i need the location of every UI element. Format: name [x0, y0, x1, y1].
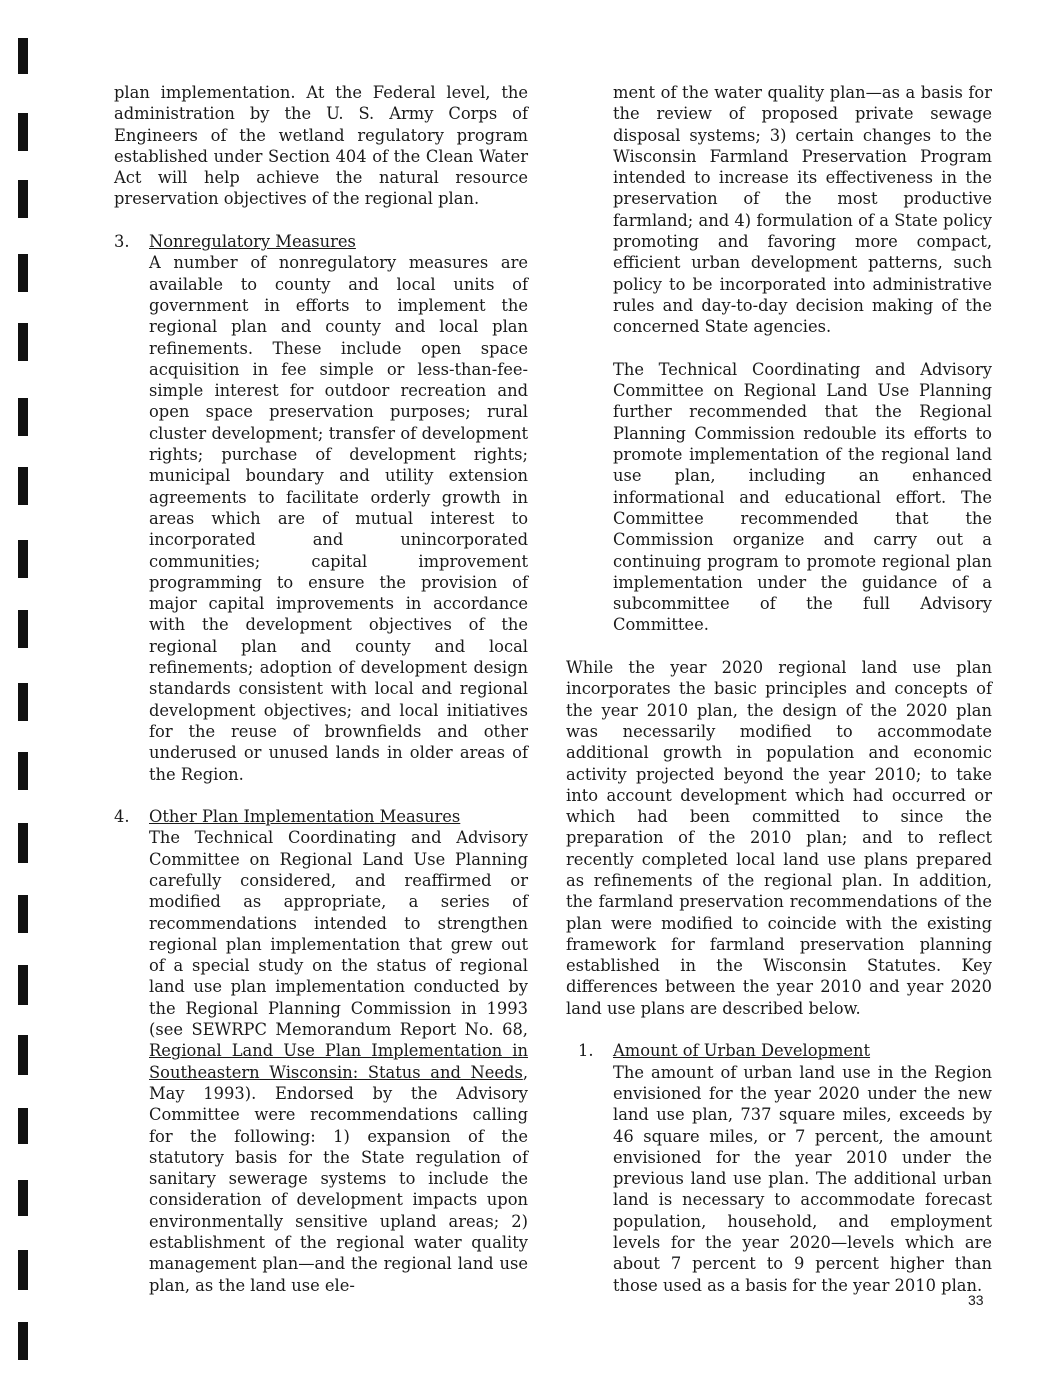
- binding-mark: [18, 180, 28, 218]
- continued-paragraph: ment of the water quality plan—as a basis for the review of proposed private sewage disposal systems; 3) certain changes to the Wisconsin Farmland Preservation Program intended to increase its effectiveness in the preservation of the most productive farmland; and 4) formulation of a State policy promoting and favoring more compact, efficient urban development patterns, such policy to be incorporated into administrative rules and day-to-day decision making of the concerned State agencies.: [613, 83, 992, 337]
- item-heading: Nonregulatory Measures: [149, 232, 356, 252]
- right-column: [566, 82, 992, 1317]
- comparison-paragraph: While the year 2020 regional land use plan incorporates the basic principles and concepts of the year 2010 plan, the design of the 2020 plan was necessarily modified to accommodate additional growth in population and economic activity projected beyond the year 2010; to take into account development which had occurred or which had been committed to since the preparation of the 2010 plan; and to reflect recently completed local land use plans prepared as refinements of the regional plan. In addition, the farmland preservation recommendations of the plan were modified to coincide with the existing framework for farmland preservation planning established in the Wisconsin Statutes. Key differences between the year 2010 and year 2020 land use plans are described below.: [566, 658, 992, 1018]
- binding-mark: [18, 38, 28, 74]
- binding-mark: [18, 895, 28, 933]
- binding-mark: [18, 467, 28, 505]
- binding-mark: [18, 254, 28, 292]
- binding-mark: [18, 823, 28, 863]
- binding-mark: [18, 1180, 28, 1216]
- body-text-before: The Technical Coordinating and Advisory Committee on Regional Land Use Planning carefully considered, and reaffirmed or modified as appropriate, a series of recommendations intended to strengthen regional plan implementation that grew out of a special study on the status of regional land use plan implementation conducted by the Regional Planning Commission in 1993 (see SEWRPC Memorandum Report No. 68,: [149, 828, 528, 1040]
- intro-paragraph: plan implementation. At the Federal level, the administration by the U. S. Army Corps of Engineers of the wetland regulatory program established under Section 404 of the Clean Water Act will help achieve the natural resource preservation objectives of the regional plan.: [114, 83, 528, 209]
- binding-mark: [18, 1250, 28, 1290]
- binding-mark: [18, 398, 28, 436]
- binding-mark: [18, 965, 28, 1005]
- item-number: 3.: [114, 232, 130, 252]
- item-body: The amount of urban land use in the Region envisioned for the year 2020 under the new land use plan, 737 square miles, exceeds by 46 square miles, or 7 percent, the amount envisioned for the year 2010 under the previous land use plan. The additional urban land is necessary to accommodate forecast population, household, and employment levels for the year 2020—levels which are about 7 percent to 9 percent higher than those used as a basis for the year 2010 plan.: [613, 1062, 992, 1295]
- binding-mark: [18, 752, 28, 790]
- binding-mark: [18, 113, 28, 151]
- item-number: 4.: [114, 807, 130, 827]
- list-item-nonregulatory: [114, 231, 528, 785]
- binding-mark: [18, 1035, 28, 1075]
- list-item-urban-development: [578, 1040, 992, 1296]
- item-number: 1.: [578, 1041, 594, 1061]
- binding-mark: [18, 323, 28, 361]
- item-heading: Amount of Urban Development: [613, 1041, 871, 1061]
- list-item-other-measures: [114, 806, 528, 1296]
- report-title: Regional Land Use Plan Implementation in Southeastern Wisconsin: Status and Needs: [149, 1041, 528, 1082]
- committee-paragraph: The Technical Coordinating and Advisory Committee on Regional Land Use Planning further recommended that the Regional Planning Commission redouble its efforts to promote implementation of the regional land use plan, including an enhanced informational and educational effort. The Committee recommended that the Commission organize and carry out a continuing program to promote regional plan implementation under the guidance of a subcommittee of the full Advisory Committee.: [613, 359, 992, 635]
- item-heading: Other Plan Implementation Measures: [149, 807, 461, 827]
- body-text-after: , May 1993). Endorsed by the Advisory Committee were recommendations calling for the following: 1) expansion of the statutory basis for the State regulation of sanitary sewerage systems to include the consideration of development impacts upon environmentally sensitive upland areas; 2) establishment of the regional water quality management plan—and the regional land use plan, as the land use ele-: [149, 1062, 528, 1295]
- binding-mark: [18, 683, 28, 721]
- page-number: 33: [968, 1292, 984, 1308]
- binding-mark: [18, 1322, 28, 1360]
- binding-mark: [18, 540, 28, 578]
- binding-mark: [18, 610, 28, 648]
- binding-mark: [18, 1108, 28, 1144]
- left-column: [114, 82, 528, 1317]
- item-body: A number of nonregulatory measures are available to county and local units of government in efforts to implement the regional plan and county and local plan refinements. These include open space acquisition in fee simple or less-than-fee-simple interest for outdoor recreation and open space preservation purposes; rural cluster development; transfer of development rights; purchase of development rights; municipal boundary and utility extension agreements to facilitate orderly growth in areas which are of mutual interest to incorporated and unincorporated communities; capital improvement programming to ensure the provision of major capital improvements in accordance with the development objectives of the regional plan and county and local refinements; adoption of development design standards consistent with local and regional development objectives; and local initiatives for the reuse of brownfields and other underused or unused lands in older areas of the Region.: [149, 253, 528, 784]
- item-body: [149, 827, 528, 1296]
